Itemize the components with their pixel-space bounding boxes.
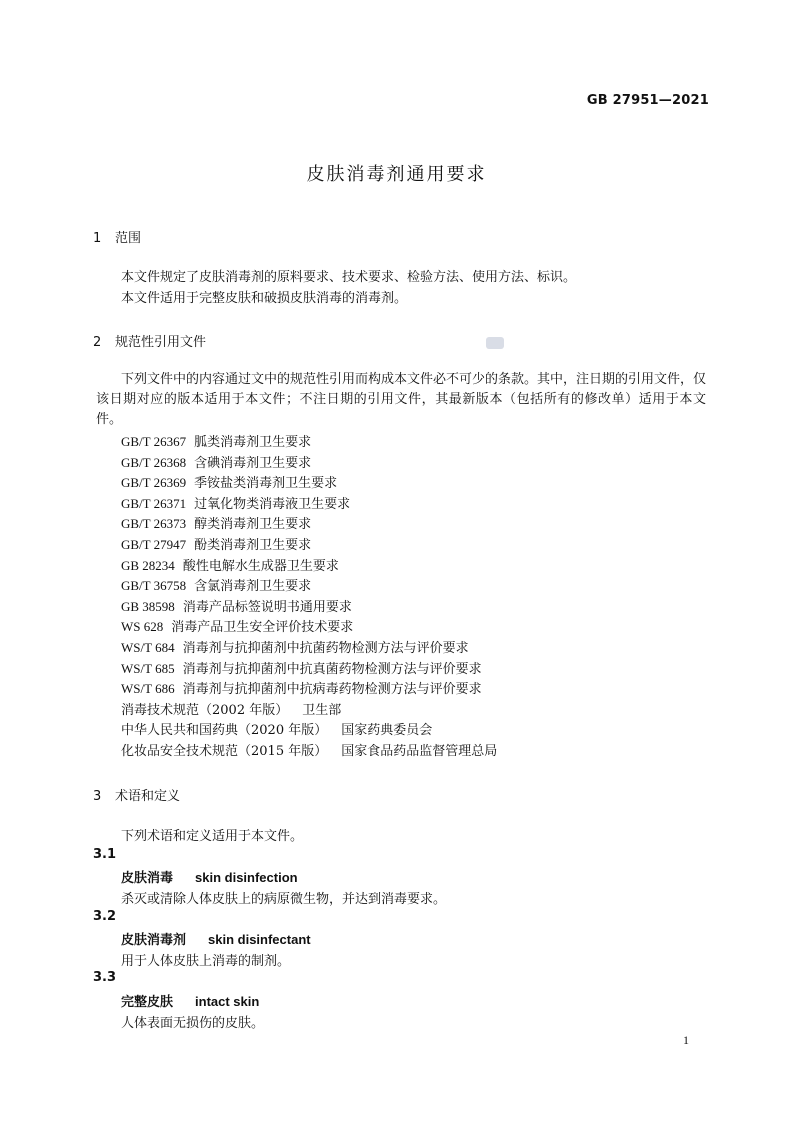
reference-item bbox=[121, 575, 311, 594]
term-name bbox=[121, 867, 298, 886]
term-definition: 杀灭或清除人体皮肤上的病原微生物，并达到消毒要求。 bbox=[121, 892, 447, 907]
reference-title: 胍类消毒剂卫生要求 bbox=[194, 435, 312, 450]
reference-code: GB/T 26373 bbox=[121, 516, 187, 531]
term-number: 3.3 bbox=[93, 970, 117, 985]
term-en: skin disinfectant bbox=[208, 932, 311, 947]
term-definition: 人体表面无损伤的皮肤。 bbox=[121, 1016, 265, 1031]
reference-title: 化妆品安全技术规范（2015 年版） bbox=[121, 744, 328, 759]
reference-item bbox=[121, 616, 353, 635]
reference-title: 消毒技术规范（2002 年版） bbox=[121, 703, 289, 718]
reference-title: 季铵盐类消毒剂卫生要求 bbox=[194, 476, 338, 491]
reference-item bbox=[121, 740, 497, 759]
term-zh: 皮肤消毒剂 bbox=[121, 933, 187, 948]
paragraph: 下列文件中的内容通过文中的规范性引用而构成本文件必不可少的条款。其中，注日期的引用文件，仅该日期对应的版本适用于本文件；不注日期的引用文件，其最新版本（包括所有的修改单）适用于本文件。 bbox=[96, 372, 707, 427]
section-number: 2 bbox=[93, 335, 102, 350]
section-number: 3 bbox=[93, 789, 102, 804]
standard-code: GB 27951—2021 bbox=[586, 93, 709, 108]
reference-title: 酸性电解水生成器卫生要求 bbox=[182, 559, 339, 574]
reference-item bbox=[121, 678, 482, 697]
reference-item bbox=[121, 596, 352, 615]
reference-code: GB 38598 bbox=[121, 599, 175, 614]
reference-item bbox=[121, 493, 350, 512]
reference-title: 消毒剂与抗抑菌剂中抗菌药物检测方法与评价要求 bbox=[182, 641, 469, 656]
reference-item bbox=[121, 555, 339, 574]
reference-code: WS/T 684 bbox=[121, 640, 175, 655]
reference-item bbox=[121, 452, 311, 471]
reference-code: GB/T 26371 bbox=[121, 496, 187, 511]
reference-title: 消毒产品卫生安全评价技术要求 bbox=[171, 620, 354, 635]
section-title: 范围 bbox=[115, 231, 142, 246]
reference-code: GB/T 26367 bbox=[121, 434, 187, 449]
reference-title: 醇类消毒剂卫生要求 bbox=[194, 517, 312, 532]
reference-item bbox=[121, 699, 341, 718]
term-name bbox=[121, 991, 259, 1010]
section-title: 术语和定义 bbox=[115, 789, 181, 804]
document-title: 皮肤消毒剂通用要求 bbox=[306, 164, 487, 185]
reference-title: 含碘消毒剂卫生要求 bbox=[194, 456, 312, 471]
section-1-heading bbox=[93, 227, 141, 246]
section-3-heading bbox=[93, 785, 180, 804]
reference-item bbox=[121, 472, 337, 491]
watermark-logo bbox=[486, 337, 504, 349]
paragraph: 下列术语和定义适用于本文件。 bbox=[121, 829, 304, 844]
reference-code: GB/T 27947 bbox=[121, 537, 187, 552]
term-en: intact skin bbox=[195, 994, 260, 1009]
reference-title: 含氯消毒剂卫生要求 bbox=[194, 579, 312, 594]
reference-code: GB/T 36758 bbox=[121, 578, 187, 593]
reference-title: 过氧化物类消毒液卫生要求 bbox=[194, 497, 351, 512]
reference-item bbox=[121, 534, 311, 553]
reference-title: 中华人民共和国药典（2020 年版） bbox=[121, 723, 328, 738]
reference-item bbox=[121, 513, 311, 532]
reference-title: 消毒剂与抗抑菌剂中抗病毒药物检测方法与评价要求 bbox=[182, 682, 482, 697]
reference-code: WS/T 686 bbox=[121, 681, 175, 696]
reference-item bbox=[121, 431, 311, 450]
section-2-heading bbox=[93, 331, 206, 350]
term-number: 3.2 bbox=[93, 909, 117, 924]
reference-code: GB/T 26368 bbox=[121, 455, 187, 470]
reference-issuer: 卫生部 bbox=[302, 703, 342, 718]
term-definition: 用于人体皮肤上消毒的制剂。 bbox=[121, 954, 291, 969]
term-zh: 完整皮肤 bbox=[121, 995, 174, 1010]
reference-code: GB 28234 bbox=[121, 558, 175, 573]
term-name bbox=[121, 929, 311, 948]
reference-code: GB/T 26369 bbox=[121, 475, 187, 490]
paragraph: 本文件适用于完整皮肤和破损皮肤消毒的消毒剂。 bbox=[121, 291, 408, 306]
page-number: 1 bbox=[683, 1033, 689, 1047]
reference-item bbox=[121, 637, 469, 656]
reference-issuer: 国家药典委员会 bbox=[341, 723, 433, 738]
paragraph: 本文件规定了皮肤消毒剂的原料要求、技术要求、检验方法、使用方法、标识。 bbox=[121, 270, 577, 285]
section-title: 规范性引用文件 bbox=[115, 335, 207, 350]
reference-code: WS 628 bbox=[121, 619, 164, 634]
reference-issuer: 国家食品药品监督管理总局 bbox=[341, 744, 498, 759]
reference-item bbox=[121, 658, 482, 677]
term-zh: 皮肤消毒 bbox=[121, 871, 174, 886]
term-en: skin disinfection bbox=[195, 870, 298, 885]
reference-code: WS/T 685 bbox=[121, 661, 175, 676]
reference-title: 酚类消毒剂卫生要求 bbox=[194, 538, 312, 553]
term-number: 3.1 bbox=[93, 847, 117, 862]
reference-title: 消毒产品标签说明书通用要求 bbox=[182, 600, 352, 615]
reference-title: 消毒剂与抗抑菌剂中抗真菌药物检测方法与评价要求 bbox=[182, 662, 482, 677]
section-number: 1 bbox=[93, 231, 102, 246]
reference-item bbox=[121, 719, 432, 738]
